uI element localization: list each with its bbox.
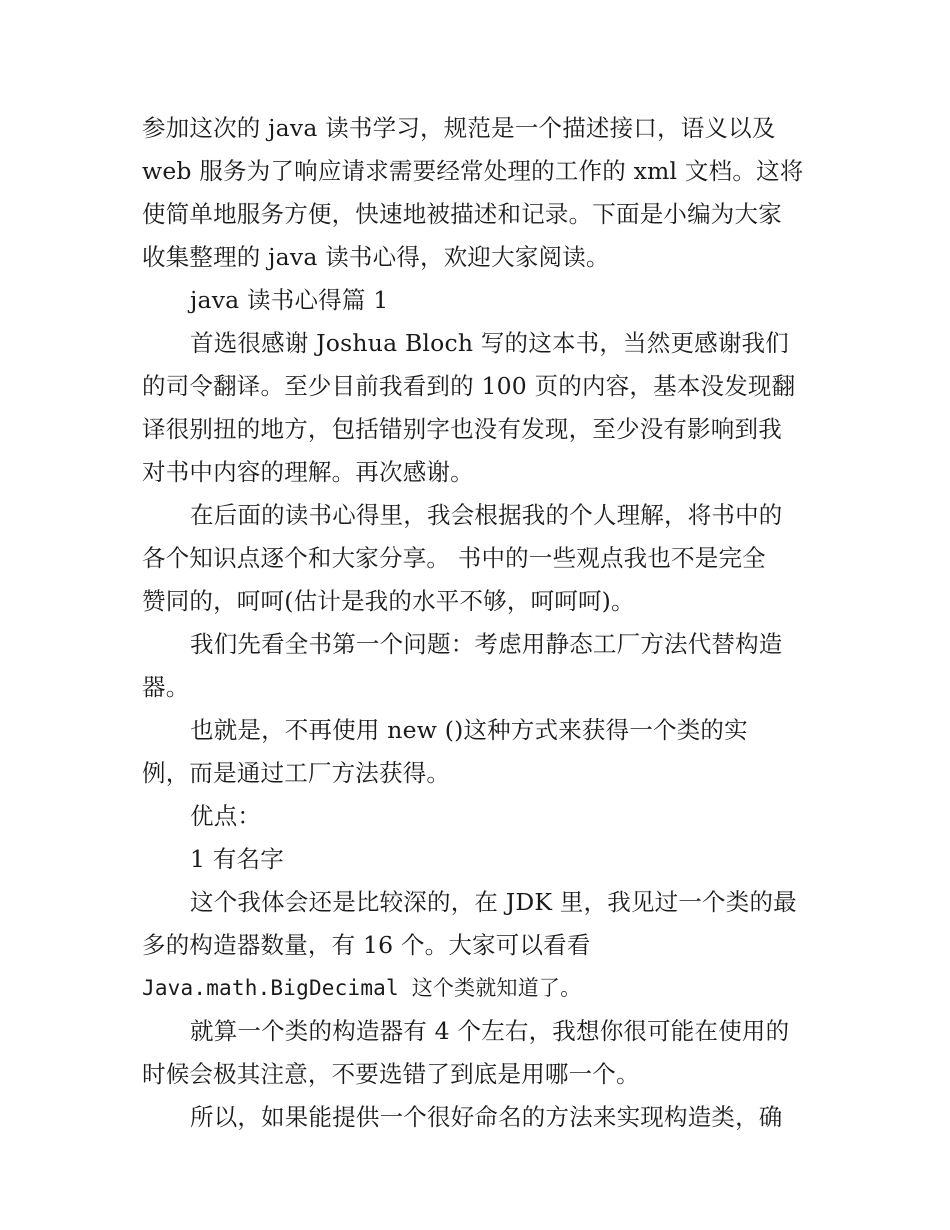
paragraph-7-line-1: 所以，如果能提供一个很好命名的方法来实现构造类，确 xyxy=(190,1103,783,1131)
paragraph-1-line-4: 对书中内容的理解。再次感谢。 xyxy=(142,458,474,486)
intro-line-4: 收集整理的 java 读书心得，欢迎大家阅读。 xyxy=(142,243,610,271)
intro-line-1: 参加这次的 java 读书学习，规范是一个描述接口，语义以及 xyxy=(142,114,776,142)
paragraph-6-line-2: 时候会极其注意，不要选错了到底是用哪一个。 xyxy=(142,1060,640,1088)
section-heading: java 读书心得篇 1 xyxy=(190,286,389,314)
paragraph-2-line-3: 赞同的，呵呵(估计是我的水平不够，呵呵呵)。 xyxy=(142,587,635,615)
paragraph-5-line-3: Java.math.BigDecimal 这个类就知道了。 xyxy=(142,976,582,1000)
paragraph-1-line-3: 译很别扭的地方，包括错别字也没有发现，至少没有影响到我 xyxy=(142,415,782,443)
advantages-label: 优点： xyxy=(190,802,262,830)
paragraph-5-line-2: 多的构造器数量，有 16 个。大家可以看看 xyxy=(142,931,591,959)
paragraph-5-line-1: 这个我体会还是比较深的，在 JDK 里，我见过一个类的最 xyxy=(190,888,797,916)
paragraph-1-line-2: 的司令翻译。至少目前我看到的 100 页的内容，基本没发现翻 xyxy=(142,372,796,400)
paragraph-2-line-2: 各个知识点逐个和大家分享。 书中的一些观点我也不是完全 xyxy=(142,544,766,572)
paragraph-3-line-1: 我们先看全书第一个问题：考虑用静态工厂方法代替构造 xyxy=(190,630,783,658)
intro-line-2: web 服务为了响应请求需要经常处理的工作的 xml 文档。这将 xyxy=(142,157,804,185)
paragraph-3-line-2: 器。 xyxy=(142,673,190,701)
paragraph-2-line-1: 在后面的读书心得里，我会根据我的个人理解，将书中的 xyxy=(190,501,783,529)
intro-line-3: 使简单地服务方便，快速地被描述和记录。下面是小编为大家 xyxy=(142,200,782,228)
paragraph-4-line-2: 例，而是通过工厂方法获得。 xyxy=(142,759,451,787)
paragraph-6-line-1: 就算一个类的构造器有 4 个左右，我想你很可能在使用的 xyxy=(190,1017,790,1045)
advantage-1-heading: 1 有名字 xyxy=(190,845,284,873)
paragraph-4-line-1: 也就是，不再使用 new ()这种方式来获得一个类的实 xyxy=(190,716,748,744)
paragraph-1-line-1: 首选很感谢 Joshua Bloch 写的这本书，当然更感谢我们 xyxy=(190,329,789,357)
